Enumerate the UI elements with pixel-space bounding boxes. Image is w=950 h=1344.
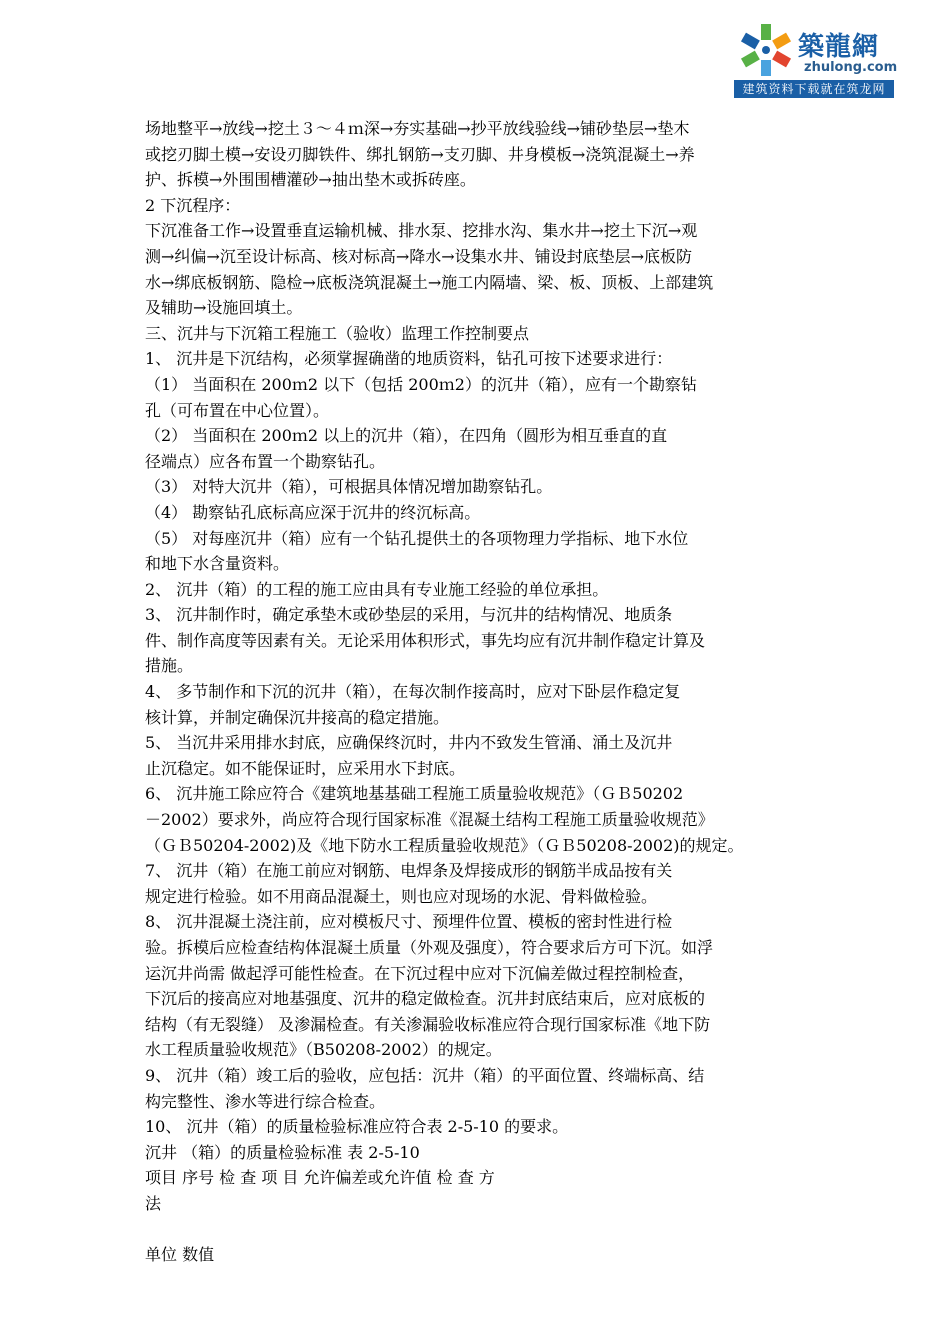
text-line: 6、 沉井施工除应符合《建筑地基基础工程施工质量验收规范》（ＧＢ50202 bbox=[145, 784, 684, 804]
text-line: 及辅助→设施回填土。 bbox=[145, 298, 303, 318]
text-line: 措施。 bbox=[145, 656, 194, 676]
text-line: （5） 对每座沉井（箱）应有一个钻孔提供土的各项物理力学指标、地下水位 bbox=[145, 528, 689, 548]
text-line: 构完整性、渗水等进行综合检查。 bbox=[145, 1091, 386, 1111]
snowflake-logo-icon bbox=[738, 22, 794, 78]
section-heading: 三、沉井与下沉箱工程施工（验收）监理工作控制要点 bbox=[145, 323, 530, 343]
text-line: （1） 当面积在 200ｍ2 以下（包括 200ｍ2）的沉井（箱），应有一个勘察钻 bbox=[145, 374, 697, 394]
text-line: 验。拆模后应检查结构体混凝土质量（外观及强度），符合要求后方可下沉。如浮 bbox=[145, 938, 714, 957]
text-line: 下沉准备工作→设置垂直运输机械、排水泵、挖排水沟、集水井→挖土下沉→观 bbox=[145, 221, 698, 241]
text-line: 结构（有无裂缝） 及渗漏检查。有关渗漏验收标准应符合现行国家标准《地下防 bbox=[145, 1014, 711, 1034]
table-subheader-row: 单位 数值 bbox=[145, 1245, 215, 1265]
text-line: （4） 勘察钻孔底标高应深于沉井的终沉标高。 bbox=[145, 502, 481, 522]
text-line: 或挖刃脚土模→安设刃脚铁件、绑扎钢筋→支刃脚、井身模板→浇筑混凝土→养 bbox=[145, 144, 695, 164]
text-line: 水→绑底板钢筋、隐检→底板浇筑混凝土→施工内隔墙、梁、板、顶板、上部建筑 bbox=[145, 272, 714, 292]
text-line: －2002）要求外，尚应符合现行国家标准《混凝土结构工程施工质量验收规范》 bbox=[145, 810, 714, 830]
text-line: 8、 沉井混凝土浇注前，应对模板尺寸、预埋件位置、模板的密封性进行检 bbox=[145, 912, 673, 932]
text-line: （3） 对特大沉井（箱），可根据具体情况增加勘察钻孔。 bbox=[145, 477, 553, 497]
text-line: 规定进行检验。如不用商品混凝土，则也应对现场的水泥、骨料做检验。 bbox=[145, 886, 658, 906]
text-line: 7、 沉井（箱）在施工前应对钢筋、电焊条及焊接成形的钢筋半成品按有关 bbox=[145, 861, 673, 881]
text-line: 止沉稳定。如不能保证时，应采用水下封底。 bbox=[145, 758, 466, 778]
table-header-row: 项目 序号 检 查 项 目 允许偏差或允许值 检 查 方 bbox=[145, 1168, 495, 1188]
text-line: （2） 当面积在 200ｍ2 以上的沉井（箱），在四角（圆形为相互垂直的直 bbox=[145, 426, 668, 446]
text-line: 水工程质量验收规范》（B50208-2002）的规定。 bbox=[145, 1040, 502, 1060]
text-line: 5、 当沉井采用排水封底，应确保终沉时，井内不致发生管涌、涌土及沉井 bbox=[145, 733, 673, 753]
logo-slogan: 建筑资料下载就在筑龙网 bbox=[734, 80, 894, 98]
logo-brand: 築龍網 bbox=[798, 32, 880, 62]
text-line: 下沉后的接高应对地基强度、沉井的稳定做检查。沉井封底结束后，应对底板的 bbox=[145, 989, 706, 1009]
text-line: 核计算，并制定确保沉井接高的稳定措施。 bbox=[145, 707, 450, 727]
text-line: 1、 沉井是下沉结构，必须掌握确凿的地质资料，钻孔可按下述要求进行： bbox=[145, 349, 673, 369]
document-body bbox=[145, 116, 810, 1268]
section-heading: 2 下沉程序： bbox=[145, 195, 241, 215]
text-line: 件、制作高度等因素有关。无论采用体积形式，事先均应有沉井制作稳定计算及 bbox=[145, 630, 706, 650]
logo-url: zhulong.com bbox=[804, 60, 898, 75]
text-line: 护、拆模→外围围槽灌砂→抽出垫木或拆砖座。 bbox=[145, 170, 476, 190]
text-line: 运沉井尚需 做起浮可能性检查。在下沉过程中应对下沉偏差做过程控制检查， bbox=[145, 963, 695, 983]
text-line: 2、 沉井（箱）的工程的施工应由具有专业施工经验的单位承担。 bbox=[145, 579, 609, 599]
table-caption: 沉井 （箱）的质量检验标准 表 2-5-10 bbox=[145, 1142, 420, 1162]
zhulong-logo bbox=[734, 20, 898, 100]
text-line: 3、 沉井制作时，确定承垫木或砂垫层的采用，与沉井的结构情况、地质条 bbox=[145, 605, 673, 625]
text-line: 孔（可布置在中心位置）。 bbox=[145, 400, 330, 420]
text-line: （ＧＢ50204-2002)及《地下防水工程质量验收规范》（ＧＢ50208-2002)的规定。 bbox=[145, 835, 744, 855]
text-line: 和地下水含量资料。 bbox=[145, 554, 290, 574]
text-line: 4、 多节制作和下沉的沉井（箱），在每次制作接高时，应对下卧层作稳定复 bbox=[145, 682, 681, 702]
text-line: 10、 沉井（箱）的质量检验标准应符合表 2-5-10 的要求。 bbox=[145, 1117, 569, 1137]
text-line: 径端点）应各布置一个勘察钻孔。 bbox=[145, 451, 386, 471]
text-line: 场地整平→放线→挖土３～４ｍ深→夯实基础→抄平放线验线→铺砂垫层→垫木 bbox=[145, 119, 690, 138]
text-line: 测→纠偏→沉至设计标高、核对标高→降水→设集水井、铺设封底垫层→底板防 bbox=[145, 246, 693, 266]
blank-line bbox=[145, 1217, 810, 1243]
table-header-row: 法 bbox=[145, 1193, 162, 1213]
text-line: 9、 沉井（箱）竣工后的验收，应包括：沉井（箱）的平面位置、终端标高、结 bbox=[145, 1065, 705, 1085]
